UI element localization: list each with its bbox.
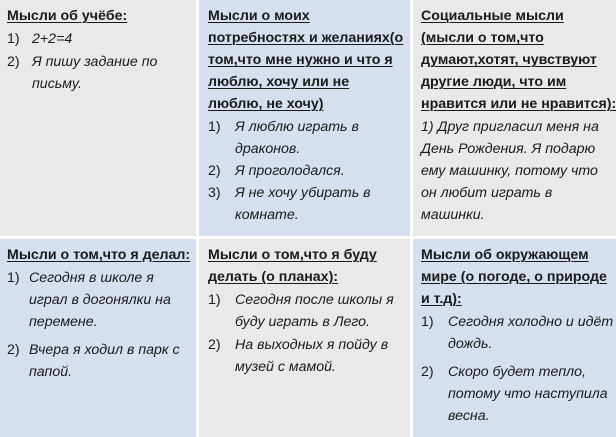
list-item xyxy=(208,160,405,182)
item-number: 2) xyxy=(208,337,221,353)
item-list xyxy=(208,116,405,226)
cell-past-actions-thoughts xyxy=(0,239,196,437)
item-number: 1) xyxy=(7,31,20,47)
list-item xyxy=(7,51,191,95)
item-text: Сегодня в школе я играл в догонялки на перемене. xyxy=(29,270,171,330)
cell-plans-thoughts xyxy=(199,239,410,437)
list-item xyxy=(421,361,616,427)
item-text: Вчера я ходил в парк с папой. xyxy=(29,342,180,380)
cell-needs-thoughts xyxy=(199,0,410,236)
item-text: Я люблю играть в драконов. xyxy=(235,119,359,157)
cell-title: Мысли о том,что я буду делать (о планах): xyxy=(208,247,377,285)
item-number: 2) xyxy=(421,364,434,380)
item-number: 1) xyxy=(421,314,434,330)
list-item xyxy=(7,339,191,383)
cell-title: Мысли об окружающем мире (о погоде, о природе и т.д): xyxy=(421,247,607,307)
item-text: Скоро будет тепло, потому что наступила весна. xyxy=(448,364,608,424)
item-text: Сегодня после школы я буду играть в Лего. xyxy=(235,292,394,330)
item-text: Я проголодался. xyxy=(235,163,345,179)
list-item xyxy=(7,267,191,333)
cell-social-thoughts xyxy=(413,0,616,236)
cell-title: Мысли о моих потребностях и желаниях(о том,что мне нужно и что я люблю, хочу или не люблю, не хочу) xyxy=(208,8,404,112)
list-item xyxy=(208,334,405,378)
item-text: Сегодня холодно и идёт дождь. xyxy=(448,314,614,352)
cell-title: Социальные мысли (мысли о том,что думают,хотят, чувствуют другие люди, что им нравится или не нравится): xyxy=(421,8,616,112)
cell-title: Мысли о том,что я делал: xyxy=(7,247,191,263)
cell-study-thoughts xyxy=(0,0,196,236)
item-list xyxy=(7,267,191,383)
item-number: 2) xyxy=(208,163,221,179)
item-text: Я не хочу убирать в комнате. xyxy=(235,185,371,223)
item-text: На выходных я пойду в музей с мамой. xyxy=(235,337,389,375)
list-item xyxy=(7,28,191,50)
cell-world-thoughts xyxy=(413,239,616,437)
item-number: 3) xyxy=(208,185,221,201)
list-item xyxy=(208,289,405,333)
item-list xyxy=(421,311,616,427)
item-text: 2+2=4 xyxy=(32,31,73,47)
item-number: 1) xyxy=(208,119,221,135)
item-list xyxy=(208,289,405,378)
item-number: 1) xyxy=(208,292,221,308)
item-text: Я пишу задание по письму. xyxy=(32,54,158,92)
list-item xyxy=(208,116,405,160)
list-item xyxy=(421,311,616,355)
item-number: 2) xyxy=(7,342,20,358)
cell-paragraph: 1) Друг пригласил меня на День Рождения. Я подарю ему машинку, потому что он любит играть в машинки. xyxy=(421,119,599,223)
cell-title: Мысли об учёбе: xyxy=(7,8,128,24)
item-list xyxy=(7,28,191,95)
item-number: 1) xyxy=(7,270,20,286)
list-item xyxy=(208,182,405,226)
item-number: 2) xyxy=(7,54,20,70)
